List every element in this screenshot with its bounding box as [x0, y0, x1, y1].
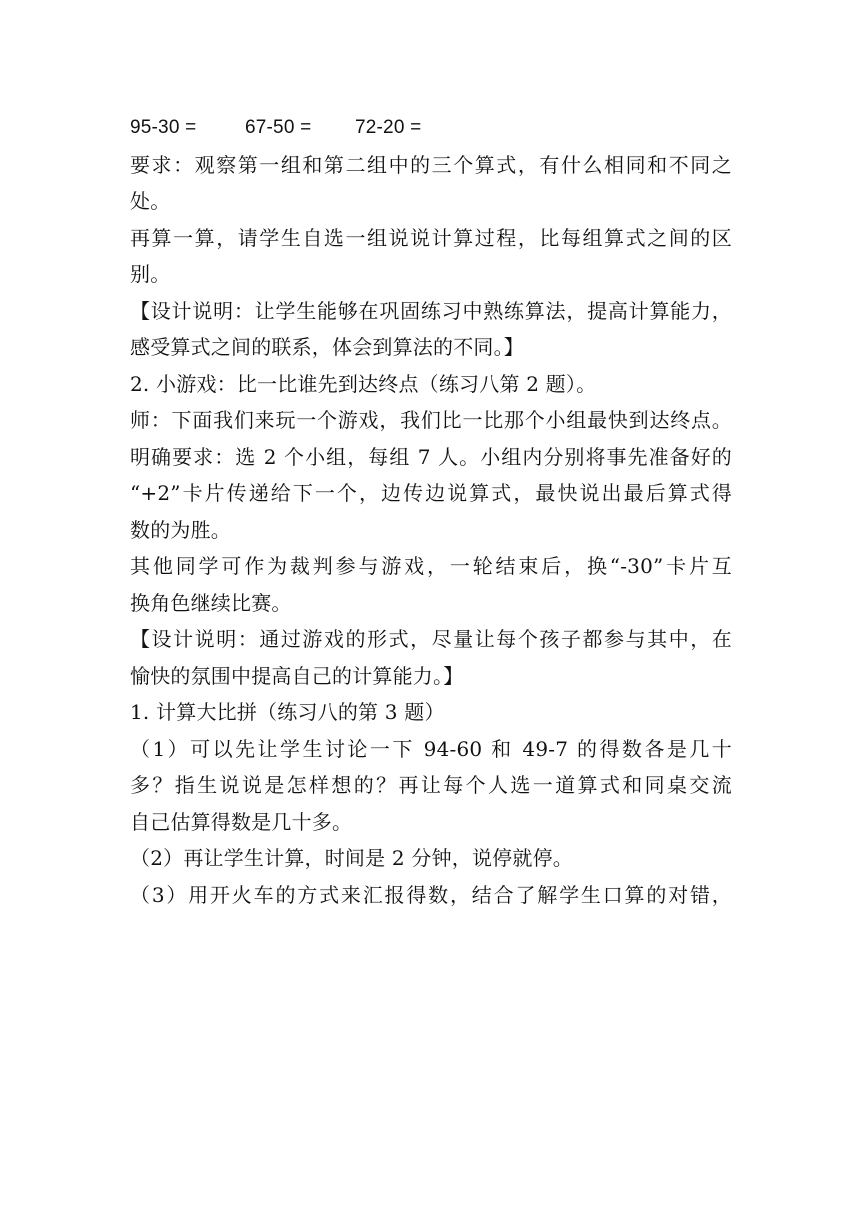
design-note-line: 愉快的氛围中提高自己的计算能力。】 [130, 663, 464, 688]
document-page [130, 110, 732, 913]
paragraph-line: 处。 [130, 189, 171, 213]
paragraph-line: 师：下面我们来玩一个游戏，我们比一比那个小组最快到达终点。 [130, 408, 732, 432]
equation-row [130, 110, 732, 147]
paragraph-line: 数的为胜。 [130, 517, 231, 542]
paragraph-line: 其他同学可作为裁判参与游戏，一轮结束后，换“-30”卡片互 [130, 554, 732, 578]
paragraph-line: （2）再让学生计算，时间是 2 分钟，说停就停。 [130, 846, 573, 870]
paragraph-line: 别。 [130, 262, 171, 286]
paragraph-line: 换角色继续比赛。 [130, 590, 292, 615]
design-note-line: 【设计说明：让学生能够在巩固练习中熟练算法，提高计算能力， [130, 298, 732, 323]
equation-2: 67-50 = [245, 117, 312, 138]
design-note-line: 感受算式之间的联系，体会到算法的不同。】 [130, 335, 524, 359]
paragraph-line: （3）用开火车的方式来汇报得数，结合了解学生口算的对错， [130, 882, 732, 907]
paragraph-line: 多？指生说说是怎样想的？再让每个人选一道算式和同桌交流 [130, 773, 732, 797]
section-heading-calc: 1. 计算大比拼（练习八的第 3 题） [130, 700, 445, 724]
paragraph-line: 明确要求：选 2 个小组，每组 7 人。小组内分别将事先准备好的 [130, 444, 732, 469]
paragraph-line: 自己估算得数是几十多。 [130, 809, 353, 834]
paragraph-line: （1）可以先让学生讨论一下 94-60 和 49-7 的得数各是几十 [130, 736, 732, 761]
design-note-line: 【设计说明：通过游戏的形式，尽量让每个孩子都参与其中，在 [130, 627, 732, 651]
section-heading-game: 2. 小游戏：比一比谁先到达终点（练习八第 2 题）。 [130, 371, 597, 396]
equation-1: 95-30 = [130, 117, 197, 138]
paragraph-line: 再算一算，请学生自选一组说说计算过程，比每组算式之间的区 [130, 225, 732, 250]
equation-3: 72-20 = [355, 117, 422, 138]
paragraph-line-requirement: 要求：观察第一组和第二组中的三个算式，有什么相同和不同之 [130, 152, 732, 177]
paragraph-line: “+2”卡片传递给下一个，边传边说算式，最快说出最后算式得 [130, 481, 732, 505]
